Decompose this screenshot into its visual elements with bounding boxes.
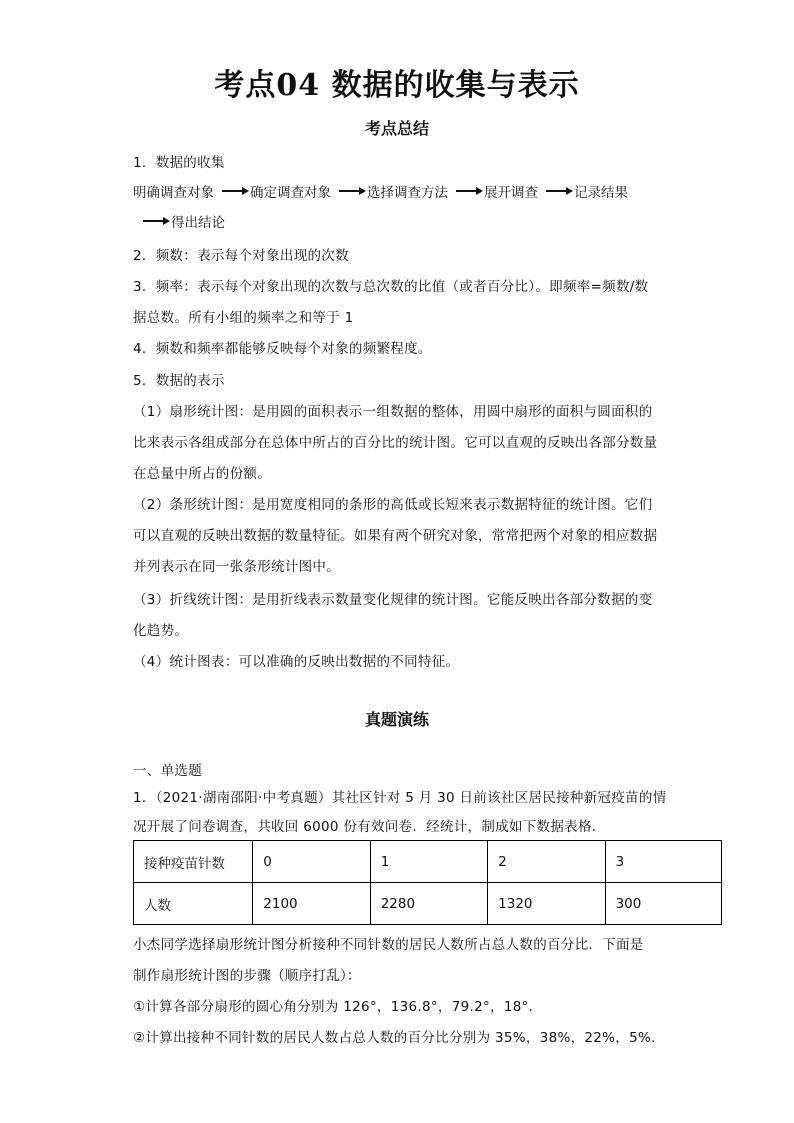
section-1-heading: 1．数据的收集 [133,155,225,171]
arrow-right-icon [143,220,165,222]
flow-step: 得出结论 [171,215,225,231]
vaccine-data-table [133,840,722,925]
line-chart-def-line-2: 化趋势。 [133,623,189,639]
table-cell: 人数 [134,883,253,925]
collection-flow-continued [143,211,225,231]
table-cell: 1320 [488,883,605,925]
table-cell: 2100 [253,883,370,925]
collection-flow [133,181,628,201]
flow-step: 选择调查方法 [367,185,448,201]
arrow-right-icon [546,190,568,192]
step-2: ②计算出接种不同针数的居民人数占总人数的百分比分别为 35%，38%，22%，5%． [133,1030,665,1046]
section-5-heading: 5．数据的表示 [133,373,225,389]
table-cell: 0 [253,841,370,883]
table-row [134,841,722,883]
section-4: 4．频数和频率都能够反映每个对象的频繁程度。 [133,341,432,357]
flow-step: 展开调查 [484,185,538,201]
page-title: 考点04 数据的收集与表示 [214,68,580,103]
table-cell: 2280 [370,883,487,925]
section-3-line-2: 据总数。所有小组的频率之和等于 1 [133,310,354,326]
question-type-heading: 一、单选题 [133,763,202,779]
arrow-right-icon [456,190,478,192]
flow-step: 确定调查对象 [250,185,331,201]
table-cell: 300 [605,883,721,925]
question-1-line-2: 况开展了问卷调查，共收回 6000 份有效问卷．经统计，制成如下数据表格． [133,819,606,835]
section-2-frequency: 2．频数：表示每个对象出现的次数 [133,248,349,264]
question-1-line-3: 小杰同学选择扇形统计图分析接种不同针数的居民人数所占总人数的百分比．下面是 [133,937,644,953]
question-1-line-4: 制作扇形统计图的步骤（顺序打乱）： [133,968,361,984]
stat-table-def: （4）统计图表：可以准确的反映出数据的不同特征。 [133,654,460,670]
pie-chart-def-line-1: （1）扇形统计图：是用圆的面积表示一组数据的整体，用圆中扇形的面积与圆面积的 [133,404,653,420]
question-1-line-1: 1．（2021·湖南邵阳·中考真题）其社区针对 5 月 30 日前该社区居民接种新冠疫苗的情 [133,790,667,806]
table-cell: 1 [370,841,487,883]
pie-chart-def-line-3: 在总量中所占的份额。 [133,466,271,482]
practice-heading: 真题演练 [364,710,429,729]
bar-chart-def-line-3: 并列表示在同一张条形统计图中。 [133,559,340,575]
table-cell: 接种疫苗针数 [134,841,253,883]
table-cell: 3 [605,841,721,883]
pie-chart-def-line-2: 比来表示各组成部分在总体中所占的百分比的统计图。它可以直观的反映出各部分数量 [133,435,658,451]
arrow-right-icon [339,190,361,192]
section-3-line-1: 3．频率：表示每个对象出现的次数与总次数的比值（或者百分比）。即频率=频数/数 [133,279,649,295]
bar-chart-def-line-2: 可以直观的反映出数据的数量特征。如果有两个研究对象，常常把两个对象的相应数据 [133,528,658,544]
line-chart-def-line-1: （3）折线统计图：是用折线表示数量变化规律的统计图。它能反映出各部分数据的变 [133,592,653,608]
table-cell: 2 [488,841,605,883]
table-row [134,883,722,925]
summary-heading: 考点总结 [364,119,429,138]
step-1: ①计算各部分扇形的圆心角分别为 126°，136.8°，79.2°，18°． [133,999,543,1015]
flow-step: 明确调查对象 [133,185,214,201]
bar-chart-def-line-1: （2）条形统计图：是用宽度相同的条形的高低或长短来表示数据特征的统计图。它们 [133,497,653,513]
flow-step: 记录结果 [574,185,628,201]
arrow-right-icon [222,190,244,192]
